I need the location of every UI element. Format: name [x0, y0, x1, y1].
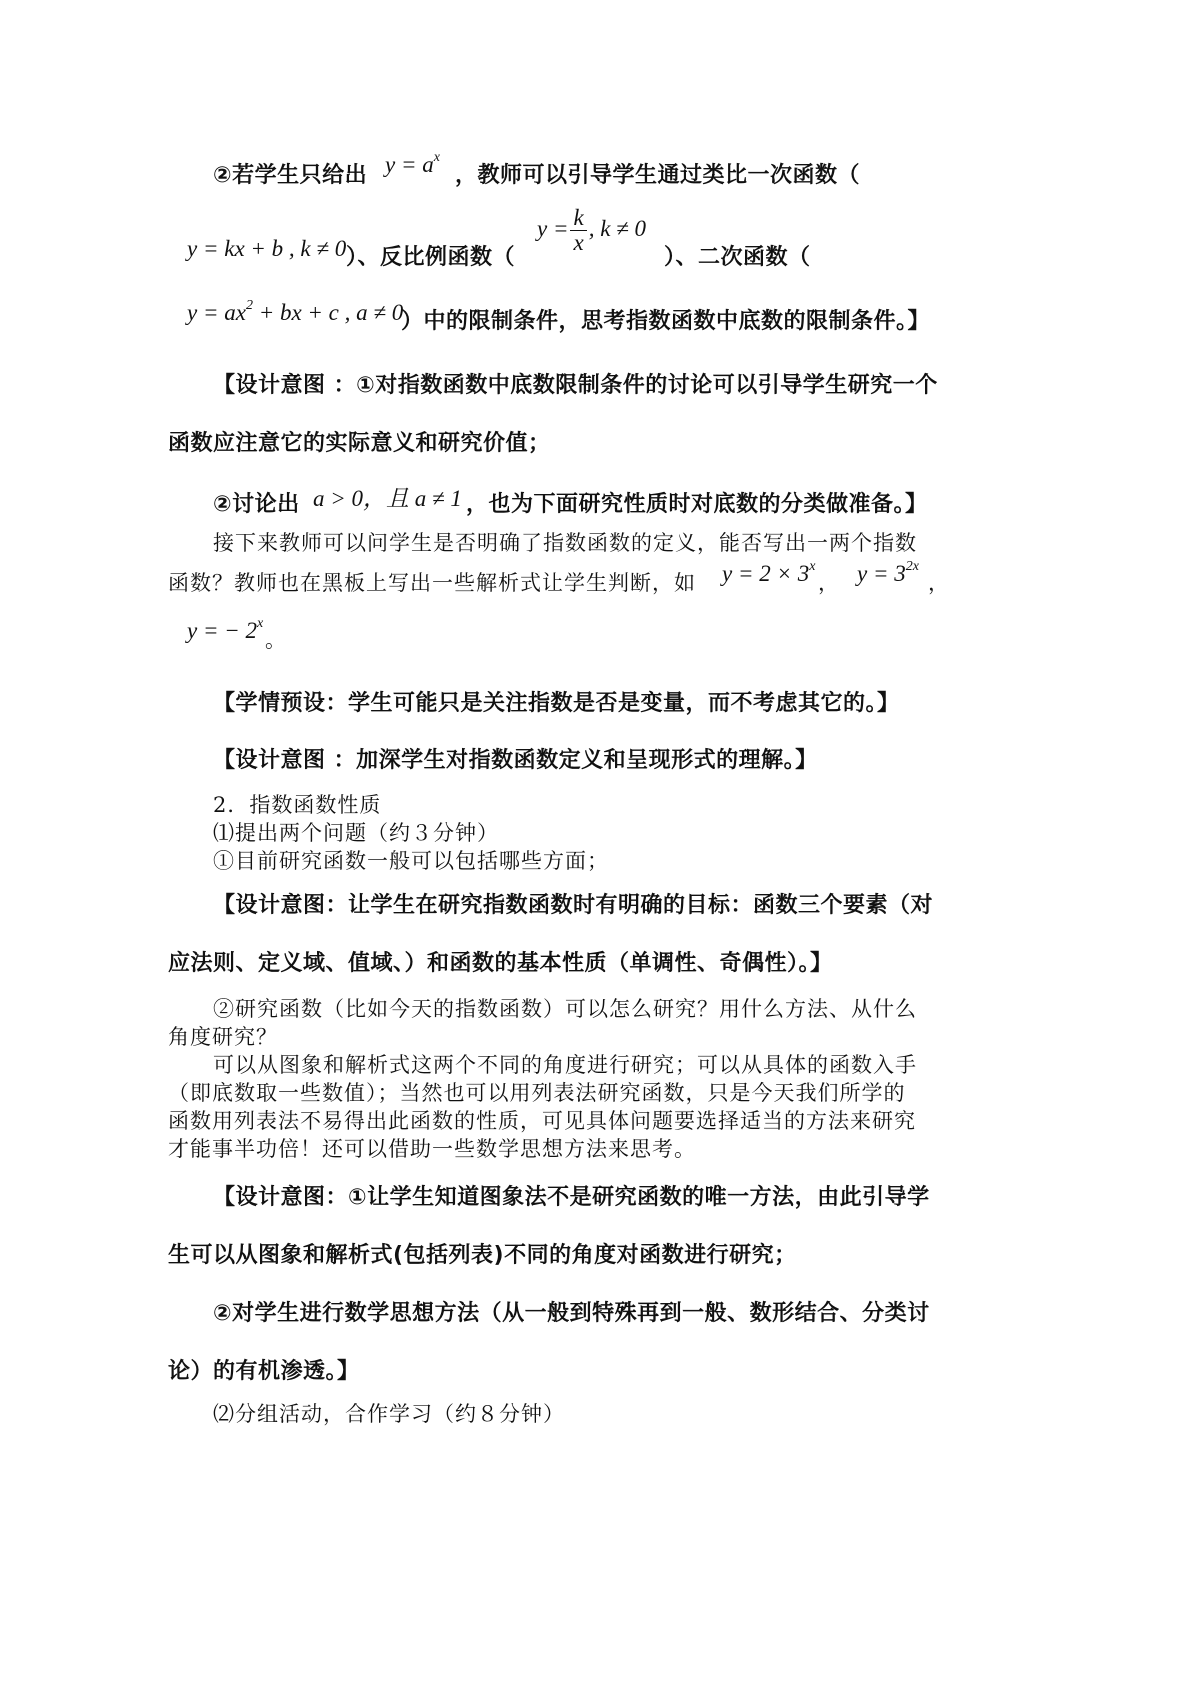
text-line: 接下来教师可以问学生是否明确了指数函数的定义，能否写出一两个指数: [213, 531, 917, 555]
text-line: （即底数取一些数值）；当然也可以用列表法研究函数，只是今天我们所学的: [168, 1081, 906, 1105]
text-line: 应法则、定义域、值域、）和函数的基本性质（单调性、奇偶性）。】: [168, 951, 833, 976]
text-line: 函数？教师也在黑板上写出一些解析式让学生判断，如: [168, 571, 696, 595]
text-line: ②讨论出: [213, 492, 300, 517]
text-line: 【设计意图：让学生在研究指数函数时有明确的目标：函数三个要素（对: [213, 893, 934, 918]
math-formula: y = $\frac{k}{x}$ , k ≠ 0: [537, 205, 647, 255]
math-formula: $y = 2 \times 3^x$: [722, 559, 816, 586]
text-line: 【设计意图 ：①对指数函数中底数限制条件的讨论可以引导学生研究一个: [213, 373, 938, 398]
text-line: 角度研究？: [168, 1025, 278, 1049]
math-formula: $y = 3^{2x}$: [857, 559, 919, 586]
text-line: ⑵分组活动，合作学习（约８分钟）: [213, 1402, 565, 1426]
text-line: ，教师可以引导学生通过类比一次函数（: [455, 163, 861, 188]
text-separator: ，: [928, 571, 950, 595]
math-formula: y = kx + b , k ≠ 0: [187, 236, 347, 261]
math-formula: a > 0，且 a ≠ 1: [313, 486, 462, 511]
text-line: ①目前研究函数一般可以包括哪些方面；: [213, 849, 609, 873]
text-line: 【设计意图：①让学生知道图象法不是研究函数的唯一方法，由此引导学: [213, 1185, 930, 1210]
text-line: 可以从图象和解析式这两个不同的角度进行研究；可以从具体的函数入手: [213, 1053, 917, 1077]
text-line: ）、二次函数（: [664, 245, 811, 270]
text-line: ）中的限制条件，思考指数函数中底数的限制条件。】: [401, 309, 931, 334]
section-heading: 2．指数函数性质: [213, 793, 382, 817]
text-line: ②对学生进行数学思想方法（从一般到特殊再到一般、数形结合、分类讨: [213, 1301, 930, 1326]
text-line: ②若学生只给出: [213, 163, 368, 188]
text-line: ，也为下面研究性质时对底数的分类做准备。】: [466, 492, 928, 517]
text-line: ）、反比例函数（: [346, 245, 516, 270]
math-formula: $y = a^x$: [385, 150, 440, 177]
text-separator: 。: [265, 628, 287, 652]
text-line: 论）的有机渗透。】: [168, 1359, 360, 1384]
math-formula: y = − $2^x$: [187, 616, 264, 643]
text-line: 【学情预设：学生可能只是关注指数是否是变量，而不考虑其它的。】: [213, 691, 900, 716]
text-separator: ，: [818, 571, 840, 595]
text-line: 函数用列表法不易得出此函数的性质，可见具体问题要选择适当的方法来研究: [168, 1109, 916, 1133]
math-formula: $y = ax^2$ + bx + c , a ≠ 0: [187, 298, 404, 325]
text-line: ⑴提出两个问题（约３分钟）: [213, 821, 499, 845]
text-line: 才能事半功倍！还可以借助一些数学思想方法来思考。: [168, 1137, 696, 1161]
text-line: ②研究函数（比如今天的指数函数）可以怎么研究？用什么方法、从什么: [213, 997, 917, 1021]
text-line: 函数应注意它的实际意义和研究价值；: [168, 431, 551, 456]
text-line: 生可以从图象和解析式(包括列表)不同的角度对函数进行研究；: [168, 1243, 797, 1268]
text-line: 【设计意图 ：加深学生对指数函数定义和呈现形式的理解。】: [213, 748, 818, 773]
